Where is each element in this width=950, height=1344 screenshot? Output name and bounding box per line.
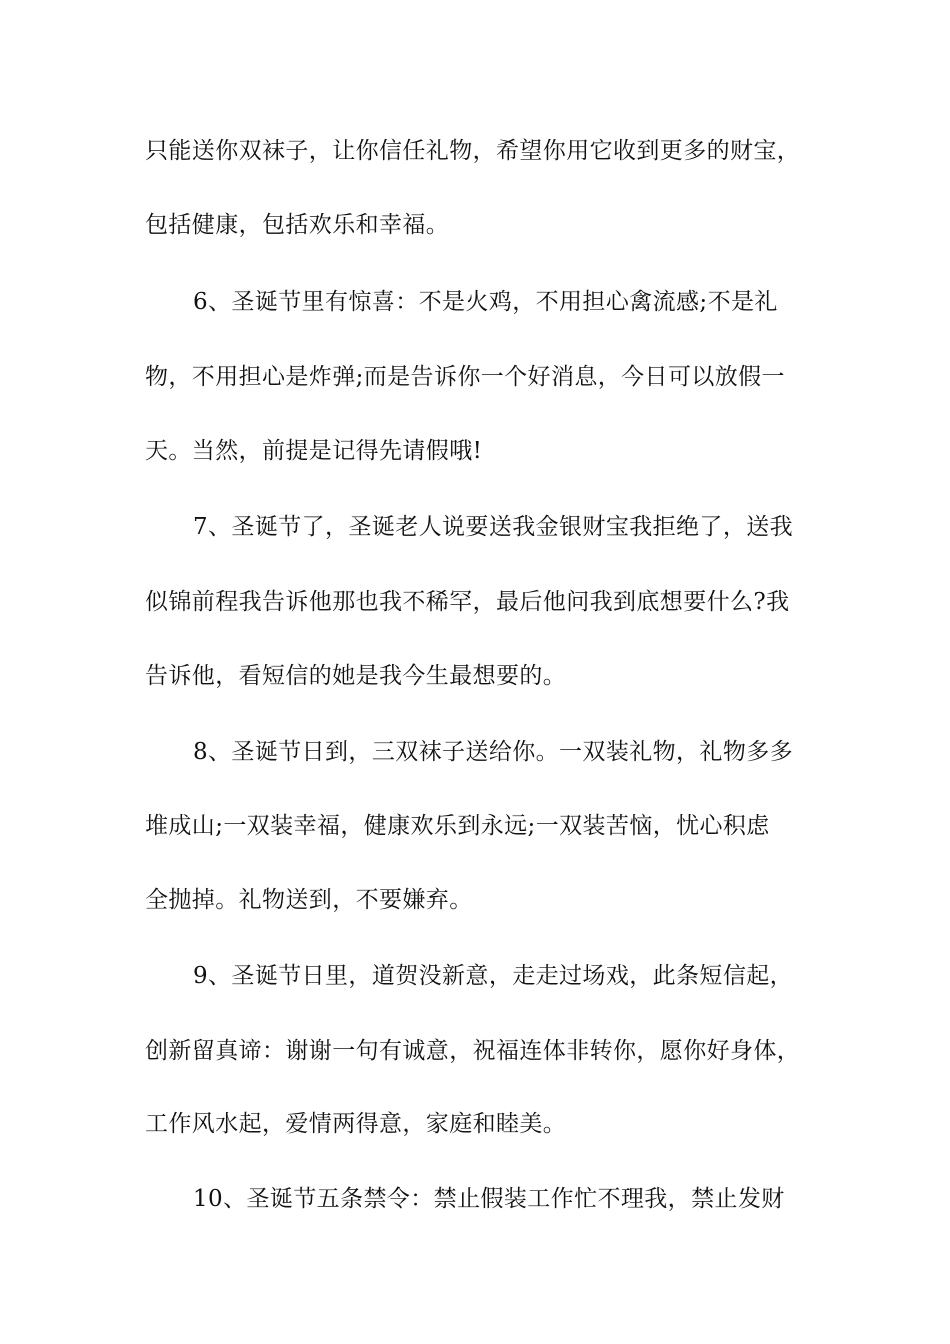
text-line: 似锦前程我告诉他那也我不稀罕，最后他问我到底想要什么?我 [145, 589, 790, 615]
text-line: 只能送你双袜子，让你信任礼物，希望你用它收到更多的财宝， [145, 138, 801, 164]
text-line: 创新留真谛：谢谢一句有诚意，祝福连体非转你，愿你好身体， [145, 1038, 801, 1064]
paragraph-7-start: 7、圣诞节了，圣诞老人说要送我金银财宝我拒绝了，送我 [193, 514, 794, 540]
paragraph-8-start: 8、圣诞节日到，三双袜子送给你。一双装礼物，礼物多多 [193, 739, 794, 765]
paragraph-9-start: 9、圣诞节日里，道贺没新意，走走过场戏，此条短信起， [193, 963, 794, 989]
text-line: 包括健康，包括欢乐和幸福。 [145, 212, 450, 238]
text-line: 堆成山;一双装幸福，健康欢乐到永远;一双装苦恼，忧心积虑 [145, 813, 770, 839]
text-line: 物，不用担心是炸弹;而是告诉你一个好消息，今日可以放假一 [145, 364, 785, 390]
text-line: 工作风水起，爱情两得意，家庭和睦美。 [145, 1111, 567, 1137]
text-line: 全抛掉。礼物送到，不要嫌弃。 [145, 887, 473, 913]
text-line: 天。当然，前提是记得先请假哦! [145, 438, 483, 464]
paragraph-10-start: 10、圣诞节五条禁令：禁止假装工作忙不理我，禁止发财 [193, 1186, 785, 1212]
text-line: 告诉他，看短信的她是我今生最想要的。 [145, 663, 567, 689]
paragraph-6-start: 6、圣诞节里有惊喜：不是火鸡，不用担心禽流感;不是礼 [193, 289, 778, 315]
